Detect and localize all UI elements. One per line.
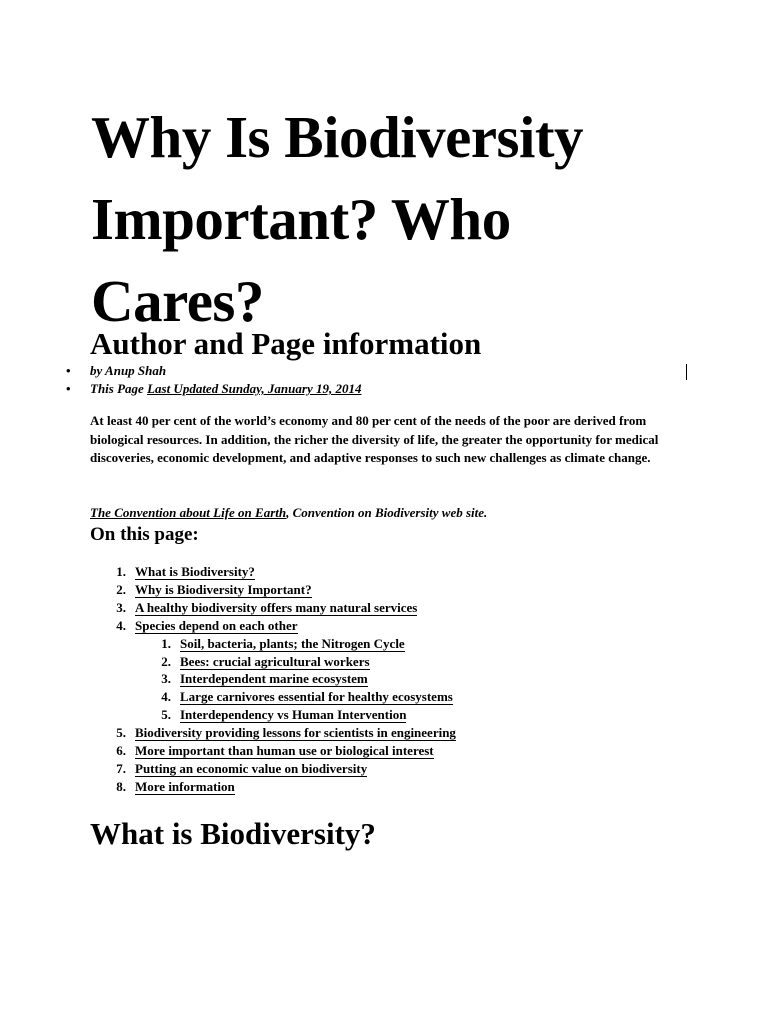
toc-subitem — [0, 653, 456, 671]
toc-number: 4. — [116, 617, 126, 633]
updated-item — [66, 380, 361, 398]
bullet-icon: • — [66, 363, 71, 378]
toc-link-what-is-biodiversity[interactable]: What is Biodiversity? — [135, 564, 255, 579]
toc-number: 1. — [116, 564, 126, 579]
toc-item — [0, 599, 456, 617]
toc-number: 2. — [161, 653, 171, 669]
toc-number: 2. — [116, 581, 126, 597]
toc-number: 7. — [116, 760, 126, 776]
quote-source — [90, 504, 487, 522]
intro-quote: At least 40 per cent of the world’s economy and 80 per cent of the needs of the poor are derived from biological resources. In addition, the richer the diversity of life, the greater the opportunity for medical discoveries, economic development, and adaptive responses to such new challenges as climate change. — [90, 413, 659, 465]
toc-item — [0, 617, 456, 635]
toc-link-species-depend[interactable]: Species depend on each other — [135, 617, 298, 633]
table-of-contents — [0, 563, 456, 796]
toc-item — [0, 563, 456, 581]
toc-link-engineering-lessons[interactable]: Biodiversity providing lessons for scientists in engineering — [135, 725, 456, 741]
toc-subitem — [0, 670, 456, 688]
toc-number: 1. — [161, 635, 171, 651]
toc-number: 3. — [161, 671, 171, 687]
toc-number: 8. — [116, 778, 126, 794]
convention-link[interactable]: The Convention about Life on Earth — [90, 505, 287, 520]
last-updated-link[interactable]: Last Updated Sunday, January 19, 2014 — [147, 381, 362, 396]
toc-link-bees[interactable]: Bees: crucial agricultural workers — [180, 653, 370, 669]
toc-number: 6. — [116, 743, 126, 759]
toc-item — [0, 760, 456, 778]
toc-link-marine-ecosystem[interactable]: Interdependent marine ecosystem — [180, 671, 368, 687]
toc-link-why-important[interactable]: Why is Biodiversity Important? — [135, 581, 312, 597]
author-byline: by Anup Shah — [90, 363, 167, 378]
toc-item — [0, 581, 456, 599]
toc-number: 5. — [161, 707, 171, 723]
section-heading-what-is-biodiversity: What is Biodiversity? — [90, 816, 376, 851]
author-info-list — [66, 362, 361, 398]
toc-number: 5. — [116, 725, 126, 741]
page-title: Why Is Biodiversity Important? Who Cares? — [91, 104, 584, 334]
toc-link-natural-services[interactable]: A healthy biodiversity offers many natural services — [135, 599, 418, 615]
toc-number: 4. — [161, 689, 171, 705]
toc-subitem — [0, 688, 456, 706]
source-rest: , Convention on Biodiversity web site. — [286, 505, 488, 520]
updated-prefix: This Page — [90, 381, 148, 396]
toc-link-large-carnivores[interactable]: Large carnivores essential for healthy ecosystems — [180, 689, 453, 705]
byline-item — [66, 362, 361, 380]
toc-link-more-important[interactable]: More important than human use or biological interest — [135, 743, 434, 759]
toc-item — [0, 724, 456, 742]
toc-item — [0, 742, 456, 760]
toc-link-more-information[interactable]: More information — [135, 778, 235, 794]
toc-heading: On this page: — [90, 524, 199, 545]
toc-item — [0, 778, 456, 796]
toc-number: 3. — [116, 599, 126, 615]
toc-link-nitrogen-cycle[interactable]: Soil, bacteria, plants; the Nitrogen Cycle — [180, 635, 405, 651]
text-cursor — [686, 364, 687, 380]
author-section-heading: Author and Page information — [90, 326, 482, 361]
bullet-icon: • — [66, 381, 71, 396]
toc-link-economic-value[interactable]: Putting an economic value on biodiversity — [135, 760, 368, 776]
toc-subitem — [0, 635, 456, 653]
toc-subitem — [0, 706, 456, 724]
toc-link-human-intervention[interactable]: Interdependency vs Human Intervention — [180, 707, 407, 723]
